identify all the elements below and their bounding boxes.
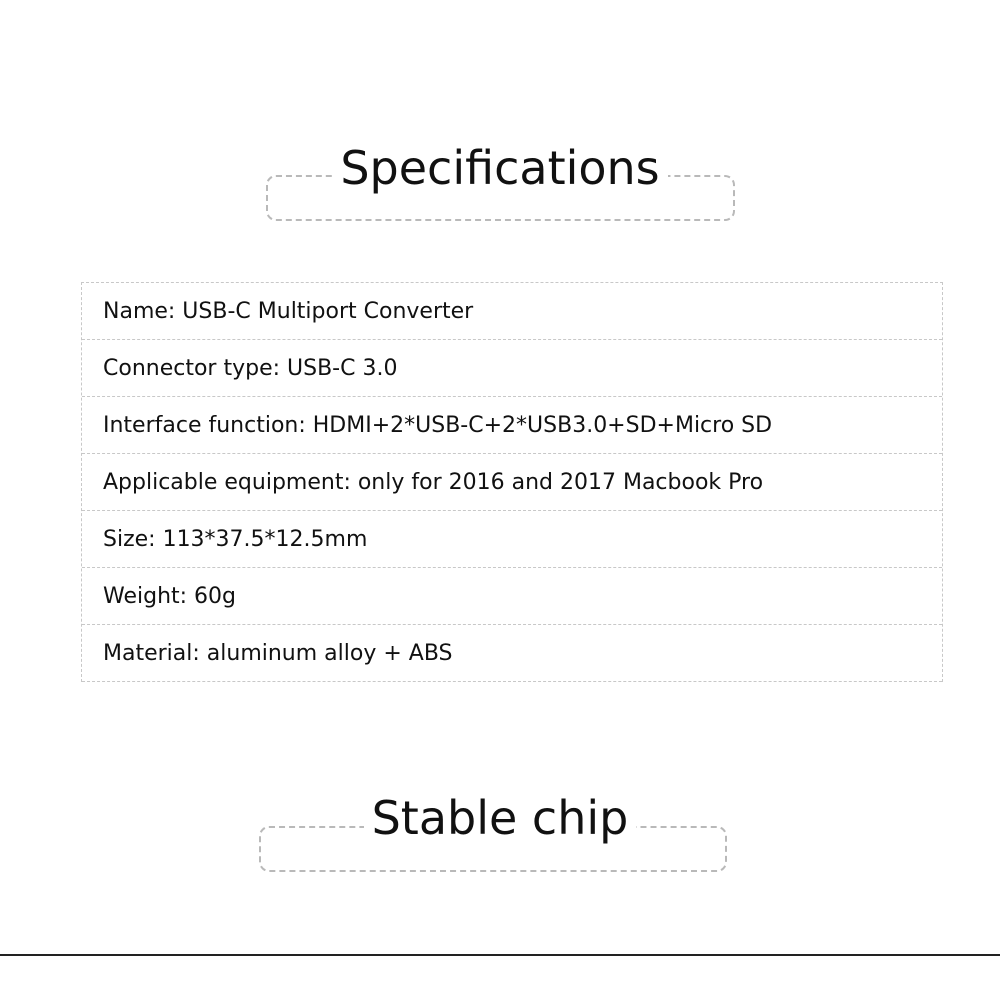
spec-row-weight: Weight: 60g: [82, 568, 942, 625]
spec-table: [81, 282, 943, 682]
spec-row-material: Material: aluminum alloy + ABS: [82, 625, 942, 682]
specifications-heading: [0, 140, 1000, 230]
spec-row-applicable-equipment: Applicable equipment: only for 2016 and 2017 Macbook Pro: [82, 454, 942, 511]
stable-chip-title: Stable chip: [364, 790, 637, 846]
specifications-title: Specifications: [332, 140, 667, 196]
stable-chip-heading: [0, 790, 1000, 880]
spec-row-size: Size: 113*37.5*12.5mm: [82, 511, 942, 568]
bottom-divider: [0, 954, 1000, 956]
spec-row-interface-function: Interface function: HDMI+2*USB-C+2*USB3.0+SD+Micro SD: [82, 397, 942, 454]
spec-row-connector-type: Connector type: USB-C 3.0: [82, 340, 942, 397]
spec-row-name: Name: USB-C Multiport Converter: [82, 283, 942, 340]
